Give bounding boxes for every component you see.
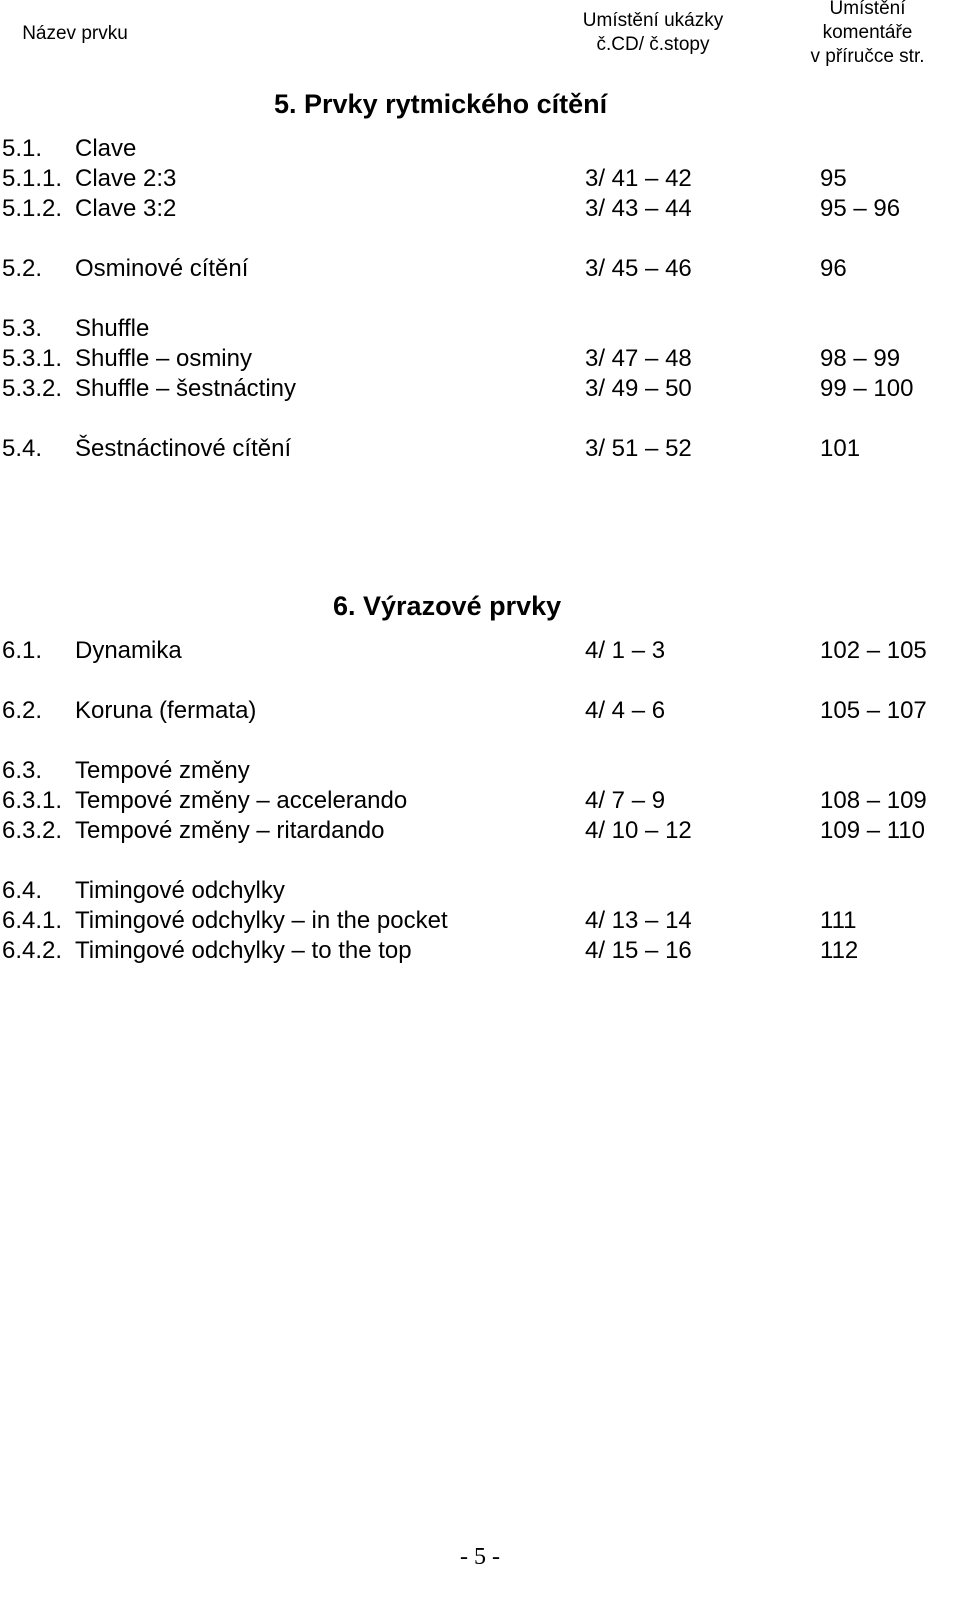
row-name: Koruna (fermata) — [75, 697, 257, 724]
table-row — [0, 344, 960, 374]
section-5-title: 5. Prvky rytmického cítění — [274, 89, 608, 119]
row-number: 6.4. — [2, 877, 43, 904]
row-name: Clave — [75, 135, 137, 162]
row-name: Timingové odchylky — [75, 877, 285, 904]
row-page: 111 — [820, 907, 857, 934]
table-row — [0, 194, 960, 224]
row-name: Clave 2:3 — [75, 165, 177, 192]
row-cd-track: 4/ 7 – 9 — [585, 787, 666, 814]
row-cd-track: 3/ 47 – 48 — [585, 345, 692, 372]
row-cd-track: 4/ 15 – 16 — [585, 937, 692, 964]
row-page: 108 – 109 — [820, 787, 927, 814]
row-number: 6.1. — [2, 637, 43, 664]
row-cd-track: 3/ 45 – 46 — [585, 255, 692, 282]
row-cd-track: 4/ 10 – 12 — [585, 817, 692, 844]
page-number: - 5 - — [460, 1544, 500, 1570]
column-header-comment-line: v příručce str. — [810, 46, 925, 67]
row-number: 5.1.1. — [2, 165, 63, 192]
row-page: 109 – 110 — [820, 817, 925, 844]
row-number: 5.3. — [2, 315, 43, 342]
table-row — [0, 936, 960, 966]
row-name: Shuffle — [75, 315, 150, 342]
row-cd-track: 3/ 43 – 44 — [585, 195, 692, 222]
row-name: Timingové odchylky – to the top — [75, 937, 412, 964]
column-header-name-label: Název prvku — [22, 23, 128, 44]
row-number: 6.3.2. — [2, 817, 63, 844]
column-header-sample-location — [568, 9, 738, 57]
row-name: Osminové cítění — [75, 255, 249, 282]
table-row — [0, 696, 960, 726]
column-header-name — [10, 22, 140, 46]
row-page: 112 — [820, 937, 859, 964]
row-page: 101 — [820, 435, 861, 462]
table-row — [0, 906, 960, 936]
row-number: 6.2. — [2, 697, 43, 724]
column-header-sample-line: Umístění ukázky — [582, 10, 724, 31]
row-name: Shuffle – osminy — [75, 345, 252, 372]
row-cd-track: 3/ 51 – 52 — [585, 435, 692, 462]
row-cd-track: 4/ 13 – 14 — [585, 907, 692, 934]
row-number: 5.4. — [2, 435, 43, 462]
row-number: 6.3.1. — [2, 787, 63, 814]
table-row — [0, 636, 960, 666]
row-page: 95 – 96 — [820, 195, 901, 222]
row-number: 5.2. — [2, 255, 43, 282]
row-page: 95 — [820, 165, 847, 192]
row-page: 102 – 105 — [820, 637, 927, 664]
row-page: 98 – 99 — [820, 345, 901, 372]
row-name: Tempové změny – ritardando — [75, 817, 385, 844]
table-row — [0, 786, 960, 816]
row-number: 5.1. — [2, 135, 43, 162]
row-number: 5.3.2. — [2, 375, 63, 402]
column-header-comment-line: Umístění — [829, 0, 906, 19]
row-name: Tempové změny — [75, 757, 250, 784]
row-cd-track: 3/ 41 – 42 — [585, 165, 692, 192]
table-row — [0, 374, 960, 404]
row-page: 96 — [820, 255, 847, 282]
row-cd-track: 4/ 1 – 3 — [585, 637, 666, 664]
column-header-comment-line: komentáře — [822, 22, 913, 43]
row-number: 6.4.1. — [2, 907, 63, 934]
table-row — [0, 756, 960, 786]
table-row — [0, 164, 960, 194]
table-row — [0, 876, 960, 906]
row-page: 99 – 100 — [820, 375, 914, 402]
column-header-sample-line: č.CD/ č.stopy — [596, 34, 710, 55]
row-name: Shuffle – šestnáctiny — [75, 375, 297, 402]
row-page: 105 – 107 — [820, 697, 927, 724]
row-cd-track: 4/ 4 – 6 — [585, 697, 666, 724]
row-cd-track: 3/ 49 – 50 — [585, 375, 692, 402]
table-row — [0, 816, 960, 846]
row-name: Dynamika — [75, 637, 182, 664]
row-name: Clave 3:2 — [75, 195, 177, 222]
table-row — [0, 434, 960, 464]
row-name: Šestnáctinové cítění — [75, 435, 292, 462]
section-6-title: 6. Výrazové prvky — [333, 591, 562, 621]
row-name: Tempové změny – accelerando — [75, 787, 408, 814]
column-header-comment-location — [795, 0, 940, 69]
row-number: 6.4.2. — [2, 937, 63, 964]
row-name: Timingové odchylky – in the pocket — [75, 907, 448, 934]
table-row — [0, 314, 960, 344]
table-row — [0, 254, 960, 284]
row-number: 6.3. — [2, 757, 43, 784]
row-number: 5.1.2. — [2, 195, 63, 222]
table-row — [0, 134, 960, 164]
row-number: 5.3.1. — [2, 345, 63, 372]
